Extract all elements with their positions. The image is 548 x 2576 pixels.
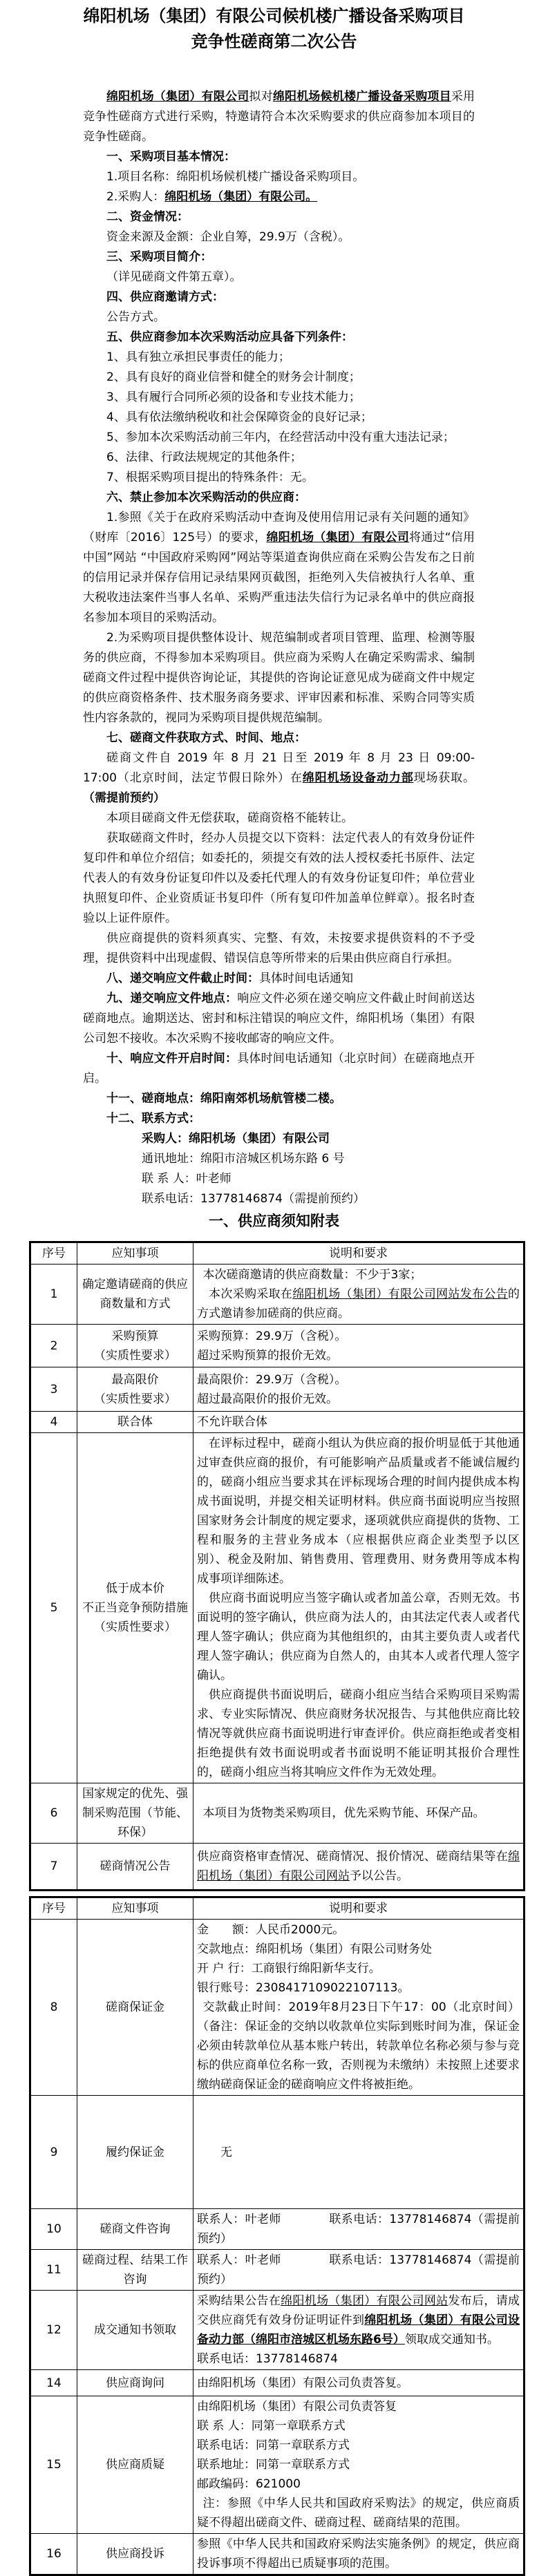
description-paragraph: [197, 1589, 520, 1685]
notice-item-cell: [77, 1367, 193, 1412]
column-header: 序号: [30, 1242, 77, 1265]
paragraph: [83, 929, 475, 969]
text-run: 供应商提供的资料须真实、完整、有效，未按要求提供资料的不予受理，提供资料中出现虚假、错误信息等所带来的后果由供应商自行承担。: [83, 931, 475, 965]
description-paragraph: [197, 1346, 520, 1365]
text-run: 2、具有良好的商业信誉和健全的财务会计制度；: [106, 370, 361, 384]
notice-item-cell: [77, 2096, 193, 2209]
paragraph: [83, 368, 475, 388]
notice-item-cell: [77, 1325, 193, 1367]
section-11-heading: [83, 1089, 475, 1109]
text-run: 绵阳机场（集团）有限公司网站发布公告: [292, 1287, 509, 1301]
text-run: 联系电话：13778146874（需提前预约）: [142, 1192, 365, 1206]
notice-item-cell: [77, 1844, 193, 1891]
section-9-heading: [83, 989, 475, 1049]
text-run: 联系人：叶老师 联系电话：13778146874（需提前预约）: [197, 2253, 520, 2286]
text-run: 采用竞争性磋商方式进行采购，特邀请符合本次采购要求的供应商参加本项目的竞争性磋商。: [83, 90, 475, 144]
row-number-cell: 12: [30, 2291, 77, 2370]
row-number-cell: 2: [30, 1325, 77, 1367]
paragraph: [83, 408, 475, 428]
contact-phone: [83, 1189, 475, 1209]
text-run: 领取成交通知书。: [404, 2333, 499, 2347]
text-run: 响应文件必须在递交响应文件截止时间前送达磋商地点。逾期送达、密封和标注错误的响应文件，绵阳机场（集团）有限公司恕不接收。本次采购不接收邮寄的响应文件。: [83, 992, 475, 1045]
section-6-heading: [83, 488, 475, 508]
table-row: [30, 2370, 525, 2396]
text-run: 绵阳机场（集团）有限公司。: [164, 190, 318, 204]
text-run: 最高限价：29.9万（含税）。: [197, 1372, 347, 1387]
notice-item-cell: [77, 1265, 193, 1325]
title-line-1: 绵阳机场（集团）有限公司候机楼广播设备采购项目: [83, 6, 465, 26]
text-run: 联系电话：13778146874: [197, 2352, 338, 2366]
text-run: 5、参加本次采购活动前三年内，在经营活动中没有重大违法记录；: [106, 430, 455, 444]
contact-address: [83, 1149, 475, 1169]
text-run: 由绵阳机场（集团）有限公司负责答复: [197, 2400, 397, 2414]
notice-description-cell: [193, 2396, 525, 2534]
notice-item-line: （实质性要求）: [94, 1392, 176, 1406]
text-run: 供应商资格审查情况、磋商情况、报价情况、磋商结果等在: [197, 1850, 508, 1864]
row-number-cell: 4: [30, 1412, 77, 1433]
supplier-notice-table-2: [29, 1896, 525, 2576]
table-header-row: [30, 1897, 525, 1920]
notice-item-cell: [77, 1783, 193, 1844]
text-run: 资金来源及金额：企业自筹，29.9万（含税）。: [106, 230, 350, 244]
table-row: [30, 2396, 525, 2534]
description-paragraph: [197, 1390, 520, 1409]
table-row: [30, 1367, 525, 1412]
paragraph: [83, 167, 475, 187]
notice-item-line: 磋商保证金: [106, 2000, 164, 2014]
row-number-cell: 14: [30, 2370, 77, 2396]
text-run: 本次采购采取在: [209, 1287, 293, 1301]
column-header: 应知事项: [77, 1897, 193, 1920]
description-paragraph: [197, 2474, 520, 2494]
notice-description-cell: [193, 2250, 525, 2291]
notice-item-line: 供应商询问: [106, 2376, 164, 2390]
text-run: 不允许联合体: [197, 1415, 267, 1429]
table-row: [30, 1783, 525, 1844]
row-number-cell: 8: [30, 1920, 77, 2096]
section-1-heading: [83, 147, 475, 167]
text-run: 绵阳机场（集团）有限公司: [266, 531, 410, 544]
section-8-heading: [83, 969, 475, 989]
paragraph: [83, 508, 475, 628]
text-run: 一、采购项目基本情况：: [106, 150, 236, 164]
paragraph: [83, 748, 475, 808]
notice-item-line: 联合体: [117, 1415, 153, 1429]
description-paragraph: [197, 1803, 520, 1823]
row-number-cell: 16: [30, 2534, 77, 2575]
text-run: 7、根据采购项目提出的特殊条件：无。: [106, 471, 314, 484]
section-2-heading: [83, 207, 475, 227]
paragraph: [83, 307, 475, 328]
text-run: 无: [220, 2145, 232, 2159]
notice-item-cell: [77, 2209, 193, 2250]
text-run: 供应商提供书面说明后，磋商小组应当结合采购项目采购需求、专业实际情况、供应商财务状况报告、与其他供应商比较情况等就供应商书面说明进行审查评价。供应商拒绝或者变相拒绝提供有效书面说明或者书面说明不能证明其报价合理性的，磋商小组应当将其响应文件作为无效处理。: [197, 1688, 520, 1779]
text-run: 将通过“信用中国”网站 “中国政府采购网”网站等渠道查询供应商在采购公告发布之日前的信用记录并保存信用记录结果网页截图，拒绝列入失信被执行人名单、重大税收违法案件当事人名单、采购严重违法失信行为记录名单中的供应商报名参加本项目的采购活动。: [83, 531, 475, 625]
notice-item-cell: [77, 2370, 193, 2396]
text-run: 银行账号：2308417109022107113。: [197, 1981, 410, 1995]
notice-item-cell: [77, 2250, 193, 2291]
contact-person: [83, 1169, 475, 1189]
row-number-cell: 15: [30, 2396, 77, 2534]
text-run: 由绵阳机场（集团）有限公司负责答复。: [197, 2376, 408, 2390]
text-run: 2.为采购项目提供整体设计、规范编制或者项目管理、监理、检测等服务的供应商，不得参加本采购项目。供应商为采购人在确定采购需求、编制磋商文件过程中提供咨询论证，其提供的咨询论证意见成为磋商文件中规定的供应商资格条件、技术服务商务要求、评审因素和标准、采购合同等实质性内容条款的，视同为采购项目提供规范编制。: [83, 631, 475, 725]
text-run: 1.参照《关于在政府采购活动中查询及使用信用记录有关问题的通知》（财库〔2016〕125号）的要求，: [83, 511, 475, 544]
text-run: 4、具有依法缴纳税收和社会保障资金的良好记录；: [106, 410, 372, 424]
text-run: 超过采购预算的报价无效。: [197, 1348, 338, 1363]
text-run: （详见磋商文件第五章）。: [106, 270, 242, 284]
notice-item-line: （实质性要求）: [94, 1348, 176, 1363]
table-row: [30, 2291, 525, 2370]
description-paragraph: [197, 2397, 520, 2416]
paragraph: [83, 468, 475, 488]
description-paragraph: [197, 1959, 520, 1978]
notice-item-line: 国家规定的优先、强制采购范围（节能、环保）: [82, 1787, 188, 1839]
paragraph: [83, 628, 475, 728]
notice-item-line: 磋商文件咨询: [100, 2222, 171, 2236]
row-number-cell: 10: [30, 2209, 77, 2250]
row-number-cell: 9: [30, 2096, 77, 2209]
text-run: 绵阳机场候机楼广播设备采购项目: [272, 90, 451, 104]
notice-item-line: 成交通知书领取: [94, 2323, 176, 2337]
row-number-cell: 1: [30, 1265, 77, 1325]
paragraph: [83, 448, 475, 468]
text-run: 八、递交响应文件截止时间：: [106, 972, 259, 985]
paragraph: [83, 348, 475, 368]
notice-item-line: 供应商投诉: [106, 2547, 164, 2561]
text-run: 具体时间电话通知（北京时间）在磋商地点开启。: [83, 1052, 475, 1086]
notice-description-cell: [193, 2096, 525, 2209]
notice-description-cell: [193, 2534, 525, 2575]
section-4-heading: [83, 287, 475, 307]
notice-description-cell: [193, 2209, 525, 2250]
text-run: （需提前预约）: [83, 791, 165, 805]
paragraph: [83, 267, 475, 287]
table-row: [30, 2096, 525, 2209]
text-run: 四、供应商邀请方式：: [106, 290, 224, 304]
text-run: 十一、磋商地点：绵阳南郊机场航管楼二楼。: [106, 1092, 341, 1106]
description-paragraph: [197, 1847, 520, 1886]
description-paragraph: [197, 2455, 520, 2474]
text-run: 具体时间电话通知: [259, 972, 353, 985]
text-run: 联 系 人：同第一章联系方式: [197, 2419, 346, 2433]
notice-description-cell: [193, 1783, 525, 1844]
notice-item-line: 磋商情况公告: [100, 1859, 171, 1873]
row-number-cell: 7: [30, 1844, 77, 1891]
description-paragraph: [197, 1327, 520, 1346]
row-number-cell: 3: [30, 1367, 77, 1412]
text-run: 联系地址：同第一章联系方式: [197, 2458, 350, 2472]
notice-item-cell: [77, 1433, 193, 1783]
table-row: [30, 2209, 525, 2250]
text-run: 超过最高限价的报价无效。: [197, 1392, 338, 1406]
section-5-heading: [83, 328, 475, 348]
row-number-cell: 11: [30, 2250, 77, 2291]
description-paragraph: [197, 1920, 520, 1940]
description-paragraph: [197, 1998, 520, 2094]
notice-description-cell: [193, 1325, 525, 1367]
text-run: 采购结果公告在: [197, 2294, 281, 2308]
text-run: 五、供应商参加本次采购活动应具备下列条件：: [106, 330, 353, 344]
paragraph: [83, 187, 475, 207]
description-paragraph: [197, 2210, 520, 2248]
text-run: 现场获取。: [413, 771, 475, 785]
text-run: 采购人：绵阳机场（集团）有限公司: [142, 1132, 330, 1146]
notice-item-cell: [77, 1412, 193, 1433]
notice-item-line: 采购预算: [111, 1329, 159, 1343]
text-run: 联 系 人：叶老师: [142, 1172, 232, 1186]
paragraph: [83, 828, 475, 929]
description-paragraph: [197, 2143, 520, 2162]
column-header: 说明和要求: [193, 1242, 525, 1265]
description-paragraph: [197, 1434, 520, 1589]
text-run: 在评标过程中，磋商小组认为供应商的报价明显低于其他通过审查供应商的报价，有可能影响产品质量或者不能诚信履约的，磋商小组应当要求其在评标现场合理的时间内提供成本构成书面说明，并提交相关证明材料。供应商书面说明应当按照国家财务会计制度的规定要求，逐项就供应商提供的货物、工程和服务的主营业务成本（应根据供应商企业类型予以区别）、税金及附加、销售费用、管理费用、财务费用等成本构成事项详细陈述。: [197, 1437, 520, 1586]
text-run: 二、资金情况：: [106, 210, 189, 224]
section-7-heading: [83, 728, 475, 748]
notice-item-line: 确定邀请磋商的供应商数量和方式: [82, 1278, 188, 1311]
notice-item-cell: [77, 2534, 193, 2575]
paragraph: [83, 808, 475, 828]
text-run: 十二、联系方式：: [106, 1112, 200, 1126]
description-paragraph: [197, 1685, 520, 1782]
text-run: 九、递交响应文件地点：: [106, 992, 238, 1005]
description-paragraph: [197, 2436, 520, 2455]
table-row: [30, 1265, 525, 1325]
description-paragraph: [197, 1978, 520, 1998]
text-run: 6、法律、行政法规规定的其他条件；: [106, 451, 302, 464]
text-run: 邮政编码：621000: [197, 2477, 301, 2491]
notice-description-cell: [193, 1412, 525, 1433]
text-run: 绵阳机场（集团）有限公司网站: [197, 1850, 520, 1883]
notice-item-line: （实质性要求）: [94, 1620, 176, 1634]
notice-item-line: 供应商质疑: [106, 2458, 164, 2472]
notice-item-line: 最高限价: [111, 1372, 159, 1387]
text-run: 予以公告。: [350, 1869, 408, 1883]
text-run: 采购预算：29.9万（含税）。: [197, 1329, 347, 1343]
description-paragraph: [197, 2291, 520, 2349]
text-run: 1、具有独立承担民事责任的能力；: [106, 350, 290, 364]
text-run: 交款截止时间：2019年8月23日下午17：00（北京时间）（备注：保证金的交纳以收款单位实际到账时间为准，保证金必须由转款单位从基本账户转出，转款单位名称必须与参与竞标的供应商单位名称一致，否则视为未缴纳）未按照上述要求缴纳磋商保证金的磋商响应文件将被拒绝。: [197, 2000, 520, 2092]
notice-item-line: 履约保证金: [106, 2145, 164, 2159]
paragraph: [83, 428, 475, 448]
description-paragraph: [197, 1265, 520, 1285]
notice-description-cell: [193, 1367, 525, 1412]
text-run: 供应商书面说明应当签字确认或者加盖公章，否则无效。书面说明的签字确认，供应商为法人的，由其法定代表人或者代理人签字确认；供应商为其他组织的，由其主要负责人或者代理人签字确认；供应商为自然人的，由其本人或者代理人签字确认。: [197, 1591, 520, 1683]
text-run: 2.采购人：: [106, 190, 165, 204]
text-run: 3、具有履行合同所必须的设备和专业技术能力；: [106, 390, 361, 404]
text-run: 1.项目名称：绵阳机场候机楼广播设备采购项目。: [106, 170, 365, 184]
notice-item-cell: [77, 2396, 193, 2534]
table-row: [30, 1412, 525, 1433]
supplier-notice-table-1: [29, 1241, 525, 1891]
description-paragraph: [197, 1285, 520, 1323]
notice-description-cell: [193, 2291, 525, 2370]
text-run: 参照《中华人民共和国政府采购法实施条例》的规定，供应商投诉事项不得超出已质疑事项的范围。: [197, 2537, 520, 2570]
column-header: 应知事项: [77, 1242, 193, 1265]
table-row: [30, 1920, 525, 2096]
paragraph: [83, 227, 475, 247]
text-run: 金 额：人民币2000元。: [197, 1923, 345, 1937]
notice-description-cell: [193, 1844, 525, 1891]
paragraph: [83, 388, 475, 408]
document-title: [0, 0, 548, 55]
notice-item-cell: [77, 2291, 193, 2370]
text-run: 联系电话：同第一章联系方式: [197, 2438, 350, 2452]
row-number-cell: 6: [30, 1783, 77, 1844]
notice-description-cell: [193, 1920, 525, 2096]
description-paragraph: [197, 1940, 520, 1959]
description-paragraph: [197, 1412, 520, 1432]
notice-description-cell: [193, 1265, 525, 1325]
text-run: 磋商文件自 2019 年 8 月 21 日至 2019 年 8 月 23 日 09:00- 17:00（北京时间，法定节假日除外）在: [83, 751, 475, 785]
row-number-cell: 5: [30, 1433, 77, 1783]
description-paragraph: [197, 2535, 520, 2573]
text-run: 联系人：叶老师 联系电话：13778146874（需提前预约）: [197, 2213, 520, 2246]
section-3-heading: [83, 247, 475, 267]
text-run: 的方式邀请参加磋商的供应商。: [197, 1287, 520, 1320]
table-header-row: [30, 1242, 525, 1265]
section-12-heading: [83, 1109, 475, 1129]
column-header: 说明和要求: [193, 1897, 525, 1920]
column-header: 序号: [30, 1897, 77, 1920]
notice-item-cell: [77, 1920, 193, 2096]
text-run: 发布后，请成交供应商凭有效身份证明证件到: [197, 2294, 520, 2327]
section-10-heading: [83, 1049, 475, 1089]
description-paragraph: [197, 2349, 520, 2369]
notice-item-line: 不正当竞争预防措施: [82, 1601, 188, 1615]
description-paragraph: [197, 2374, 520, 2393]
description-paragraph: [197, 2416, 520, 2436]
text-run: 本项目为货物类采购项目，优先采购节能、环保产品。: [202, 1806, 485, 1820]
text-run: 通讯地址：绵阳市涪城区机场东路 6 号: [142, 1152, 345, 1166]
text-run: 获取磋商文件时，经办人员提交以下资料：法定代表人的有效身份证件复印件和单位介绍信；如委托的，须提交有效的法人授权委托书原件、法定代表人的有效身份证复印件以及委托代理人的有效身份证复印件；单位营业执照复印件、企业资质证书复印件（所有复印件加盖单位鲜章）。报名时查验以上证件原件。: [83, 831, 475, 925]
text-run: 交款地点：绵阳机场（集团）有限公司财务处: [197, 1942, 432, 1956]
notice-description-cell: [193, 2370, 525, 2396]
text-run: 六、禁止参加本次采购活动的供应商：: [106, 491, 306, 504]
text-run: 七、磋商文件获取方式、时间、地点：: [106, 731, 306, 745]
table-row: [30, 1325, 525, 1367]
text-run: 十、响应文件开启时间：: [106, 1052, 238, 1066]
text-run: 绵阳机场设备动力部: [302, 771, 414, 785]
table-row: [30, 2250, 525, 2291]
description-paragraph: [197, 2251, 520, 2289]
supplier-notice-tables: [0, 1241, 548, 2576]
table-row: [30, 1844, 525, 1891]
table-row: [30, 1433, 525, 1783]
notice-item-line: 磋商过程、结果工作咨询: [82, 2253, 188, 2286]
notice-item-line: 低于成本价: [106, 1582, 164, 1595]
announcement-body: [83, 87, 475, 1209]
text-run: 绵阳机场（集团）有限公司设备动力部（绵阳市涪城区机场东路6号）: [197, 2313, 520, 2347]
description-paragraph: [197, 2494, 520, 2532]
text-run: 绵阳机场（集团）有限公司网站: [281, 2294, 448, 2308]
notice-description-cell: [193, 1433, 525, 1783]
text-run: 绵阳机场（集团）有限公司: [106, 90, 249, 104]
intro-paragraph: [83, 87, 475, 147]
attachment-table-heading: 一、供应商须知附表: [209, 1213, 339, 1229]
title-line-2: 竞争性磋商第二次公告: [191, 32, 357, 51]
table-row: [30, 2534, 525, 2575]
text-run: 拟对: [249, 90, 273, 104]
text-run: 三、采购项目简介：: [106, 250, 212, 264]
text-run: 注：参照《中华人民共和国政府采购法》的规定，供应商质疑不得超出磋商文件、磋商过程、磋商结果的范围。: [197, 2497, 520, 2530]
description-paragraph: [197, 1370, 520, 1390]
text-run: 本项目磋商文件无偿获取，磋商资格不能转让。: [106, 811, 353, 825]
contact-purchaser: [83, 1129, 475, 1149]
text-run: 公告方式。: [106, 310, 165, 324]
text-run: 本次磋商邀请的供应商数量：不少于3家；: [202, 1268, 422, 1282]
text-run: 开 户 行：工商银行绵阳新华支行。: [197, 1962, 381, 1976]
